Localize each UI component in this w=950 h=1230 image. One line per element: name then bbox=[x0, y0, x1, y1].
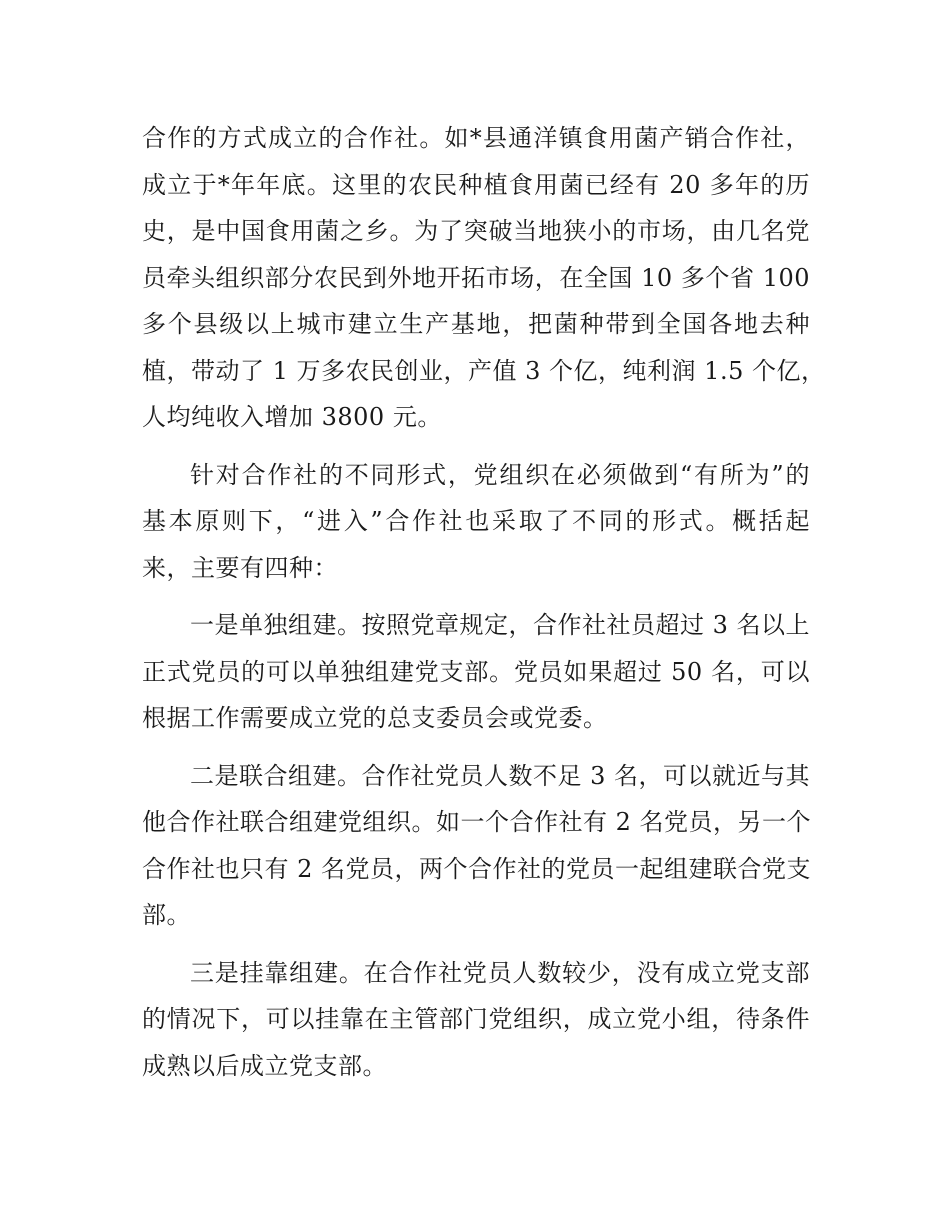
paragraph-independent-formation bbox=[142, 602, 810, 742]
text-line: 合作社也只有 2 名党员，两个合作社的党员一起组建联合党支 bbox=[142, 854, 812, 883]
text-line: 的情况下，可以挂靠在主管部门党组织，成立党小组，待条件 bbox=[142, 1005, 810, 1033]
text-line: 基本原则下，“进入”合作社也采取了不同的形式。概括起 bbox=[142, 507, 810, 535]
text-line: 成立于*年年底。这里的农民种植食用菌已经有 20 多年的历 bbox=[142, 170, 810, 199]
paragraph-four-forms-intro bbox=[142, 452, 810, 592]
text-line: 员牵头组织部分农民到外地开拓市场，在全国 10 多个省 100 bbox=[142, 263, 810, 292]
text-line: 多个县级以上城市建立生产基地，把菌种带到全国各地去种 bbox=[142, 310, 810, 338]
paragraph-joint-formation bbox=[142, 753, 810, 939]
text-line: 人均纯收入增加 3800 元。 bbox=[142, 403, 442, 431]
text-line: 二是联合组建。合作社党员人数不足 3 名，可以就近与其 bbox=[190, 761, 811, 790]
paragraph-affiliated-formation bbox=[142, 950, 810, 1090]
text-line: 植，带动了 1 万多农民创业，产值 3 个亿，纯利润 1.5 个亿， bbox=[142, 356, 826, 385]
paragraph-cooperative-example bbox=[142, 115, 826, 441]
text-line: 部。 bbox=[142, 901, 191, 929]
text-line: 一是单独组建。按照党章规定，合作社社员超过 3 名以上 bbox=[190, 611, 811, 639]
text-line: 根据工作需要成立党的总支委员会或党委。 bbox=[142, 704, 608, 732]
text-line: 成熟以后成立党支部。 bbox=[142, 1051, 387, 1080]
text-line: 三是挂靠组建。在合作社党员人数较少，没有成立党支部 bbox=[190, 958, 810, 987]
text-line: 合作的方式成立的合作社。如*县通洋镇食用菌产销合作社， bbox=[142, 124, 810, 152]
text-line: 史，是中国食用菌之乡。为了突破当地狭小的市场，由几名党 bbox=[142, 217, 810, 245]
document-page bbox=[142, 115, 826, 1100]
text-line: 正式党员的可以单独组建党支部。党员如果超过 50 名，可以 bbox=[142, 657, 810, 686]
text-line: 来，主要有四种： bbox=[142, 553, 338, 582]
text-line: 他合作社联合组建党组织。如一个合作社有 2 名党员，另一个 bbox=[142, 808, 812, 836]
text-line: 针对合作社的不同形式，党组织在必须做到“有所为”的 bbox=[190, 460, 810, 489]
